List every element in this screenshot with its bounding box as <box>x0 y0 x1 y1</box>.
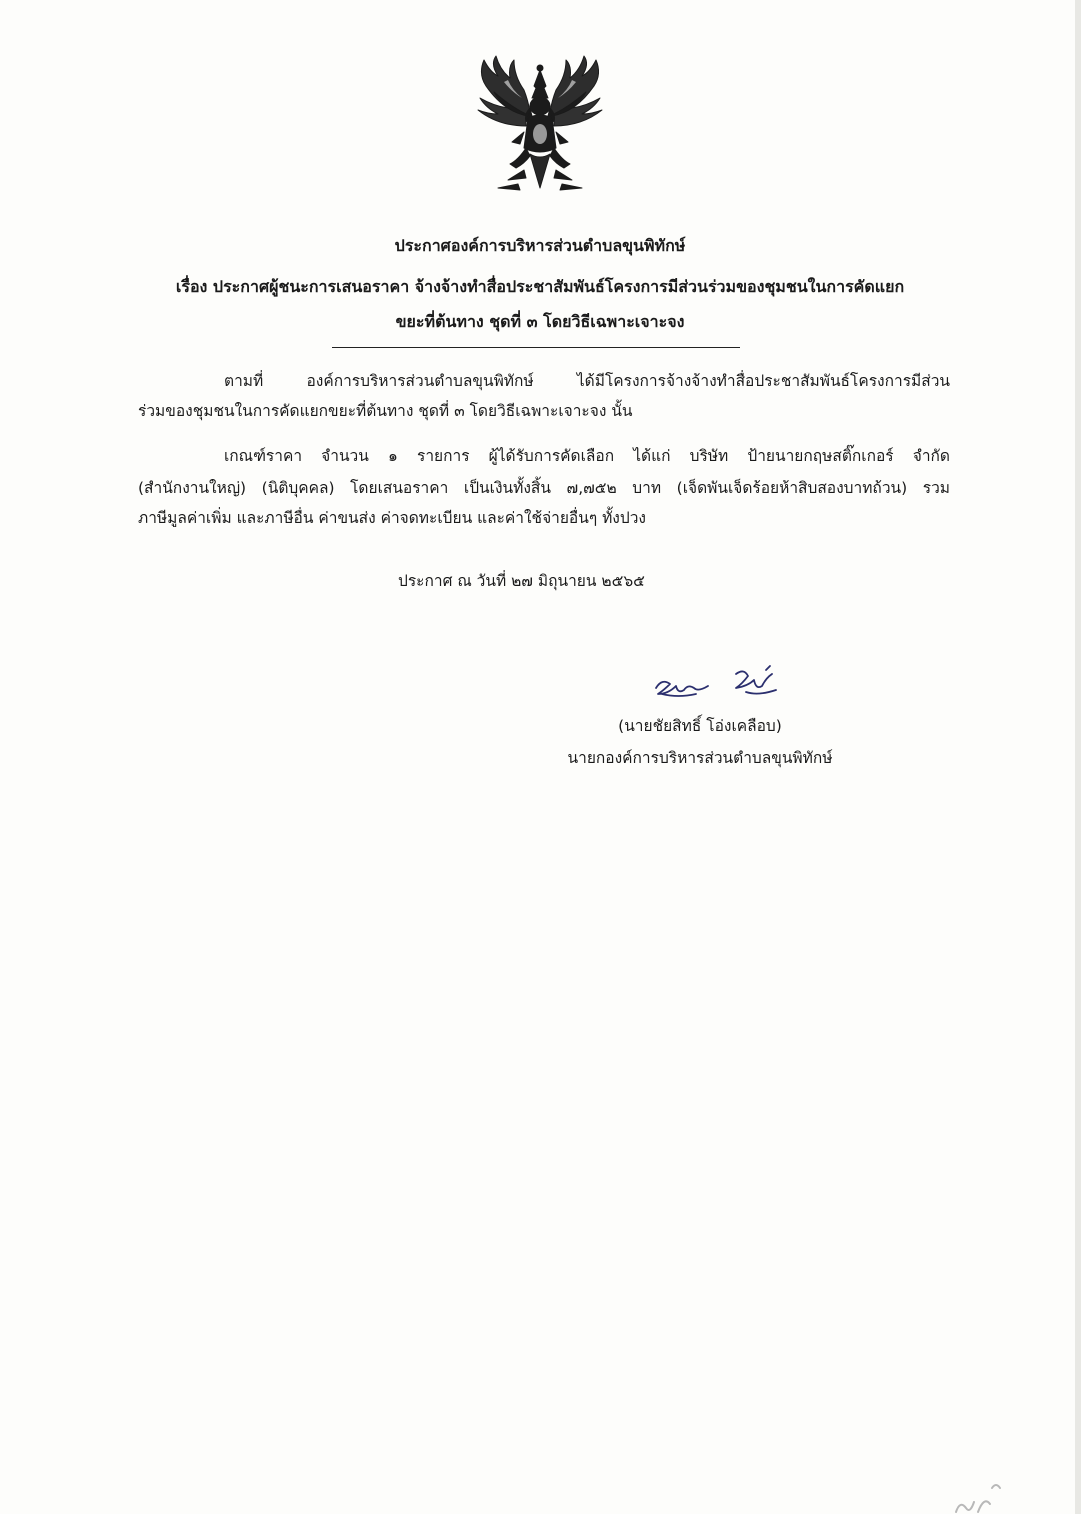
paragraph-2-line-2: (สำนักงานใหญ่) (นิติบุคคล) โดยเสนอราคา เป็นเงินทั้งสิ้น ๗,๗๕๒ บาท (เจ็ดพันเจ็ดร้อยห้าสิบสองบาทถ้วน) รวม <box>138 479 950 497</box>
page-edge <box>1075 0 1081 1514</box>
corner-ink-mark <box>950 1478 1020 1514</box>
signatory-name: (นายชัยสิทธิ์ โอ่งเคลือบ) <box>618 717 782 735</box>
paragraph-1-line-2: ร่วมของชุมชนในการคัดแยกขยะที่ต้นทาง ชุดที่ ๓ โดยวิธีเฉพาะเจาะจง นั้น <box>138 402 633 420</box>
paragraph-2-line-1: เกณฑ์ราคา จำนวน ๑ รายการ ผู้ได้รับการคัดเลือก ได้แก่ บริษัท ป้ายนายกฤษสติ๊กเกอร์ จำกัด <box>224 447 950 465</box>
heading-divider <box>332 347 740 348</box>
paragraph-2-line-3: ภาษีมูลค่าเพิ่ม และภาษีอื่น ค่าขนส่ง ค่าจดทะเบียน และค่าใช้จ่ายอื่นๆ ทั้งปวง <box>138 509 646 527</box>
handwritten-signature <box>648 664 788 704</box>
issuer-heading: ประกาศองค์การบริหารส่วนตำบลขุนพิทักษ์ <box>394 236 686 255</box>
subject-line-2: ขยะที่ต้นทาง ชุดที่ ๓ โดยวิธีเฉพาะเจาะจง <box>395 312 685 331</box>
signatory-position: นายกองค์การบริหารส่วนตำบลขุนพิทักษ์ <box>567 749 833 767</box>
paragraph-1-line-1: ตามที่ องค์การบริหารส่วนตำบลขุนพิทักษ์ ได้มีโครงการจ้างจ้างทำสื่อประชาสัมพันธ์โครงการมีส่วน <box>224 372 950 390</box>
announcement-date: ประกาศ ณ วันที่ ๒๗ มิถุนายน ๒๕๖๕ <box>398 572 645 590</box>
garuda-emblem-icon <box>468 52 613 202</box>
subject-line-1: เรื่อง ประกาศผู้ชนะการเสนอราคา จ้างจ้างทำสื่อประชาสัมพันธ์โครงการมีส่วนร่วมของชุมชนในการคัดแยก <box>175 277 905 296</box>
